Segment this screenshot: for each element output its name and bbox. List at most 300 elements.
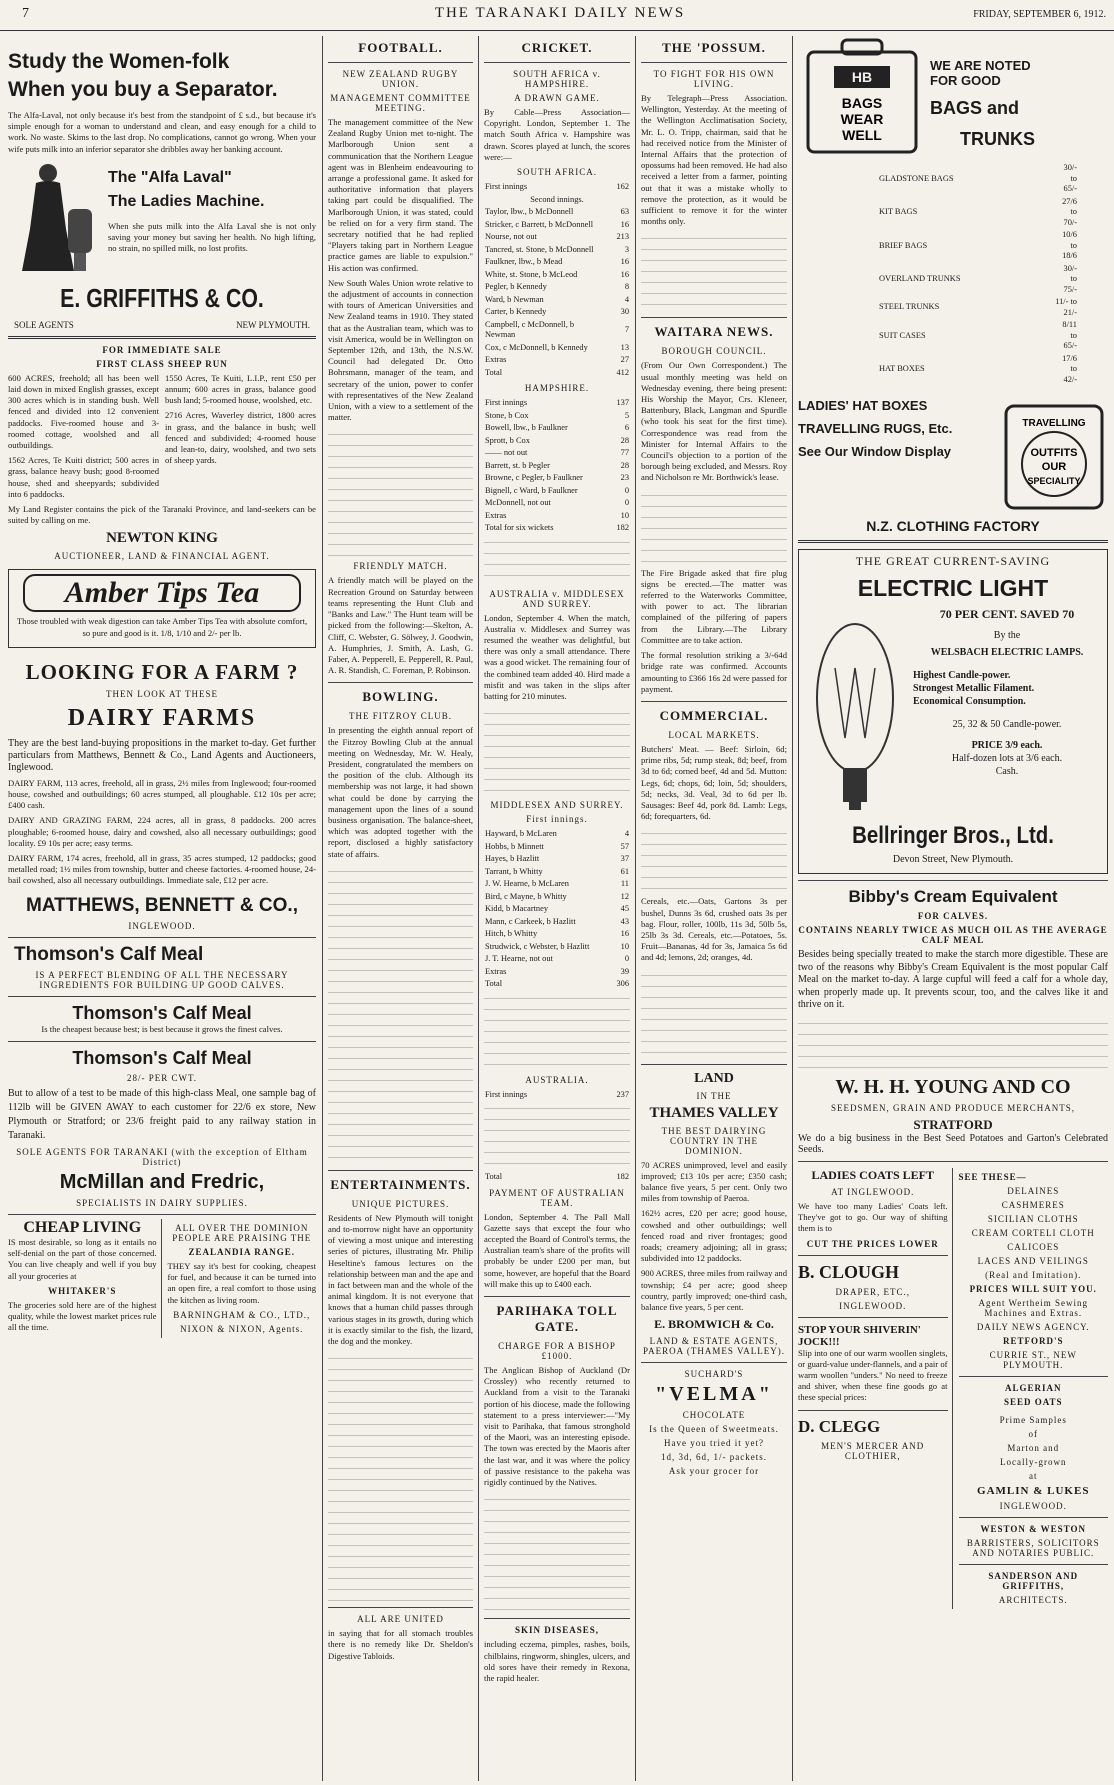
table-row	[484, 354, 630, 367]
bellringer-address: Devon Street, New Plymouth.	[892, 854, 1014, 865]
prices-suit: PRICES WILL SUIT YOU.	[969, 1283, 1097, 1294]
table-row	[484, 256, 630, 269]
separator-body: The Alfa-Laval, not only because it's best from the standpoint of £ s.d., but because it's simple enough for a woman to understand and clean, and easy enough for a child to work. No waste. Skims to the last drop. No complications, cannot go wrong. When your wife puts milk into an inferior separator she dribbles away her banking account.	[8, 110, 316, 154]
packet-prices: 1d, 3d, 6d, 1/- packets.	[661, 1452, 767, 1463]
bowling-article: In presenting the eighth annual report of the Fitzroy Bowling Club at the annual meeting on Wednesday, Mr. W. Healy, President, congratulated the members on the position of the club. Although its membership was not large, it had shown what could be done by carrying the management upon the lines of a sound business organisation. The balance-sheet, which was adopted together with the report, disclosed a highly satisfactory state of affairs.	[328, 725, 473, 859]
hb-text: BAGS	[841, 95, 883, 111]
sale-subheading: FIRST CLASS SHEEP RUN	[96, 358, 228, 369]
score-value: 30/- to 75/-	[1063, 263, 1077, 294]
table-row	[484, 410, 630, 423]
middlesex-surrey-label: MIDDLESEX AND SURREY.	[490, 800, 624, 811]
matthews-location: INGLEWOOD.	[128, 920, 196, 931]
score-value: 77	[620, 448, 629, 458]
table-row	[484, 916, 630, 929]
travelling-trunk-illustration	[998, 394, 1108, 512]
window-display-label: See Our Window Display	[798, 444, 952, 459]
australia-total	[484, 1171, 630, 1184]
column-rule	[322, 36, 323, 1781]
score-label: J. T. Hearne, not out	[485, 954, 553, 964]
new-plymouth-label: NEW PLYMOUTH.	[236, 319, 310, 330]
half-dozen-price: Half-dozen lots at 3/6 each.	[951, 753, 1063, 764]
thames-listing-900: 900 ACRES, three miles from railway and township; £4 per acre; good sheep country, partly improved; one-third cash, balance five years, 5 per cent.	[641, 1268, 787, 1312]
chocolate-label: CHOCOLATE	[682, 1410, 746, 1421]
cash-label: Cash.	[995, 766, 1019, 777]
wertheim-agent: Agent Wertheim Sewing Machines and Extras.	[978, 1297, 1089, 1318]
nzru-subheading: NEW ZEALAND RUGBY UNION.	[342, 69, 459, 89]
score-label: Hayward, b McLaren	[485, 829, 557, 839]
borough-subheading: BOROUGH COUNCIL.	[661, 346, 767, 357]
article-text-continuation	[641, 968, 787, 1058]
score-label: Strudwick, c Webster, b Hazlitt	[485, 941, 590, 951]
candle-power-options: 25, 32 & 50 Candle-power.	[952, 719, 1062, 730]
table-row	[484, 231, 630, 244]
score-label: SUIT CASES	[879, 330, 926, 340]
feature-filament: Strongest Metallic Filament.	[913, 683, 1035, 694]
score-label: Bowell, lbw., b Faulkner	[485, 423, 568, 433]
alfa-laval-body: When she puts milk into the Alfa Laval she is not only saving your money but saving her health. No high lifting, no strain, no spilled milk, no lost profits.	[108, 220, 316, 254]
score-label: First innings	[485, 182, 528, 192]
bishop-charge-subheading: CHARGE FOR A BISHOP £1000.	[498, 1341, 616, 1362]
score-label: Extras	[485, 966, 507, 976]
payment-article: London, September 4. The Pall Mall Gazette says that except the four who accepted the Board of Control's terms, the Australian team's share of the profits will probably be under £200 per man, but some, however, are hopeful that the Board will make this up to £400 each.	[484, 1211, 630, 1289]
article-text-continuation	[641, 826, 787, 896]
seed-oats-label: SEED OATS	[1003, 1396, 1063, 1407]
entertainments-article: Residents of New Plymouth will tonight and to-morrow night have an opportunity of viewing a most unique and interesting series of pictures, illustrating Mr. Philip Heseltine's famous lectures on the relationship between man and the ape and in fact between man and the whole of the animal kingdom. It is not everyone that knows that a human child passes through various stages in its growth, during which it is exactly similar to the fish, the lizard, the dog and the monkey.	[328, 1212, 473, 1346]
column-advertisements-right	[798, 36, 1108, 1781]
velma-title: "VELMA"	[655, 1383, 773, 1406]
trunk-text: SPECIALITY	[1027, 476, 1081, 486]
stop-shiverin-title: STOP YOUR SHIVERIN' JOCK!!!	[798, 1323, 921, 1348]
score-label: McDonnell, not out	[485, 498, 551, 508]
score-label: KIT BAGS	[879, 207, 918, 216]
table-row	[484, 460, 630, 473]
article-text-continuation	[328, 427, 473, 557]
column-cricket	[484, 36, 630, 1781]
column-local-news	[641, 36, 787, 1781]
score-value: 30/- to 65/-	[1063, 163, 1077, 193]
table-row	[484, 472, 630, 485]
table-row	[878, 353, 1078, 387]
table-row	[484, 853, 630, 866]
all-united-heading: ALL ARE UNITED	[357, 1614, 444, 1625]
score-label: Ward, b Newman	[485, 294, 544, 304]
see-these-label: SEE THESE—	[958, 1171, 1027, 1182]
clegg-name: D. CLEGG	[798, 1416, 881, 1436]
score-value: 0	[624, 498, 629, 508]
commercial-heading: COMMERCIAL.	[659, 707, 769, 723]
separator-headline-1: Study the Women-folk	[8, 50, 230, 73]
sale-listings	[8, 373, 316, 504]
table-row	[878, 319, 1078, 353]
score-value: 8/11 to 65/-	[1062, 320, 1077, 350]
newspaper-title: THE TARANAKI DAILY NEWS	[434, 5, 686, 21]
table-row	[484, 281, 630, 294]
amber-tips-body: Those troubled with weak digestion can take Amber Tips Tea with absolute comfort, so pure and good is it. 1/8, 1/10 and 2/- per lb.	[16, 616, 308, 638]
dairy-farm-listing-1: DAIRY FARM, 113 acres, freehold, all in grass, 2½ miles from Inglewood; four-roomed house, cowshed and outbuildings; 60 acres stumped, all ploughable. £12 10s per acre; £400 cash.	[8, 777, 316, 811]
table-row	[484, 397, 630, 410]
score-value: 237	[616, 1089, 629, 1099]
score-value: 30	[620, 307, 629, 317]
prime-samples: Prime Samples	[999, 1414, 1067, 1425]
table-row	[484, 510, 630, 523]
locally-grown-label: Locally-grown	[1000, 1456, 1067, 1467]
score-label: White, st. Stone, b McLeod	[485, 269, 578, 279]
clough-location: INGLEWOOD.	[839, 1300, 907, 1311]
lower-right-ads	[798, 1168, 1108, 1609]
separator-headline-2: When you buy a Separator.	[8, 78, 278, 101]
griffiths-name: E. GRIFFITHS & CO.	[60, 282, 264, 313]
waitara-article-1: (From Our Own Correspondent.) The usual monthly meeting was held on Wednesday evening, there being present: His Worship the Mayor, Crs. Kleneer, Battenbury, Black, Langman and Spurdle (who took his seat for the first time). Correspondence was read from the Minister for Internal Affairs to the Council's objection to a portion of the borough being excluded, and Messrs. Roy and Nicholson re Mr. Borthwick's lease.	[641, 360, 787, 483]
list-item: DELAINES	[1007, 1185, 1060, 1196]
article-text-continuation	[484, 1492, 630, 1612]
sale-heading: FOR IMMEDIATE SALE	[102, 344, 222, 355]
lamp-price: PRICE 3/9 each.	[971, 740, 1043, 751]
bags-price-list	[878, 162, 1078, 386]
score-label: Mann, c Carkeek, b Hazlitt	[485, 916, 576, 926]
young-body: We do a big business in the Best Seed Potatoes and Garton's Celebrated Seeds.	[798, 1132, 1108, 1155]
drapery-list	[959, 1186, 1109, 1280]
article-text-continuation	[484, 535, 630, 585]
whitakers-name: WHITAKER'S	[48, 1285, 117, 1296]
ask-grocer: Ask your grocer for	[668, 1466, 760, 1477]
table-row	[484, 206, 630, 219]
young-name: W. H. H. YOUNG AND CO	[835, 1075, 1071, 1098]
cut-prices: CUT THE PRICES LOWER	[806, 1238, 939, 1249]
australia-middlesex-intro: London, September 4. When the match, Australia v. Middlesex and Surrey was resumed the weather was delightful, but there was only a small attendance. There was a good wicket. The remaining four of the combined team added 40. Hird made a misfit and was taken in the slips after batting for 210 minutes.	[484, 612, 630, 701]
bromwich-name: E. BROMWICH & Co.	[654, 1317, 774, 1332]
hb-text: WEAR	[840, 111, 884, 127]
score-value: 213	[616, 232, 629, 242]
table-row	[484, 181, 630, 194]
thomson-headline-3: Thomson's Calf Meal	[72, 1047, 252, 1068]
table-row	[484, 319, 630, 342]
table-row	[484, 953, 630, 966]
page-number: 7	[22, 6, 29, 21]
newton-king-name: NEWTON KING	[106, 530, 218, 547]
score-label: Tarrant, b Whitty	[485, 866, 543, 876]
score-value: 11	[620, 879, 629, 889]
griffiths-footer	[14, 320, 310, 330]
article-text-continuation	[328, 1351, 473, 1601]
sa-hampshire-subheading: SOUTH AFRICA v. HAMPSHIRE.	[513, 69, 601, 89]
alfa-laval-ad	[8, 159, 316, 277]
score-label: Taylor, lbw., b McDonnell	[485, 207, 574, 217]
young-seedsmen: SEEDSMEN, GRAIN AND PRODUCE MERCHANTS,	[830, 1102, 1076, 1113]
middlesex-scorecard	[484, 828, 630, 991]
table-row	[484, 941, 630, 954]
sale-listing-1550: 1550 Acres, Te Kuiti, L.I.P., rent £50 per annum; 600 acres in grass, balance good bush land; 5-roomed house, woolshed, etc.	[165, 372, 316, 406]
hat-boxes-label: LADIES' HAT BOXES	[798, 398, 928, 413]
cricket-heading: CRICKET.	[521, 40, 593, 55]
score-label: HAT BOXES	[879, 364, 925, 373]
lower-right-ads-right	[959, 1168, 1109, 1609]
bags-trunks-ad	[798, 36, 1108, 156]
trunk-text: OUR	[1041, 461, 1067, 473]
score-value: 23	[620, 473, 629, 483]
sale-listing-1562: 1562 Acres, Te Kuiti district; 500 acres in grass, balance heavy bush; good 8-roomed house, shed and sheepyards; subdivided into 6 paddocks.	[8, 455, 159, 499]
table-row	[484, 522, 630, 535]
light-bulb-illustration	[805, 608, 905, 818]
table-row	[484, 866, 630, 879]
tried-line: Have you tried it yet?	[664, 1438, 764, 1449]
local-markets-subheading: LOCAL MARKETS.	[668, 729, 760, 740]
score-value: 182	[616, 523, 629, 533]
bromwich-subtitle: LAND & ESTATE AGENTS, PAEROA (THAMES VALLEY).	[642, 1336, 786, 1357]
thames-land-label: LAND	[694, 1070, 734, 1086]
current-saving-line: THE GREAT CURRENT-SAVING	[855, 554, 1051, 568]
score-value: 11/- to 21/-	[1055, 297, 1077, 317]
bellringer-name: Bellringer Bros., Ltd.	[852, 822, 1054, 849]
list-item: LACES AND VEILINGS	[977, 1255, 1089, 1266]
management-subheading: MANAGEMENT COMMITTEE MEETING.	[330, 93, 471, 113]
article-text-continuation	[484, 1101, 630, 1171]
parihaka-heading: PARIHAKA TOLL GATE.	[496, 1303, 618, 1335]
algerian-label: ALGERIAN	[1004, 1382, 1062, 1393]
friendly-match-subheading: FRIENDLY MATCH.	[353, 561, 448, 572]
thomson-headline-2: Thomson's Calf Meal	[72, 1002, 252, 1023]
score-value: 37	[620, 854, 629, 864]
alfa-laval-subtitle: The Ladies Machine.	[108, 192, 265, 210]
svg-text:HB: HB	[851, 69, 873, 85]
column-rule	[635, 36, 636, 1781]
table-row	[484, 841, 630, 854]
table-row	[878, 162, 1078, 196]
thames-valley-title: THAMES VALLEY	[649, 1104, 779, 1121]
thames-listing-162: 162½ acres, £20 per acre; good house, cowshed and other outbuildings; well fenced road and river frontages; good roads; creamery adjoining; all in grass; subdivided into 12 paddocks.	[641, 1208, 787, 1264]
table-row	[484, 306, 630, 319]
ladies-coats-body: We have too many Ladies' Coats left. They've got to go. Our way of shifting them is to	[798, 1200, 948, 1234]
score-label: Extras	[485, 355, 507, 365]
table-row	[484, 367, 630, 380]
table-row	[484, 244, 630, 257]
weston-subtitle: BARRISTERS, SOLICITORS AND NOTARIES PUBLIC.	[966, 1537, 1100, 1558]
list-item: CALICOES	[1007, 1241, 1060, 1252]
article-text-continuation	[328, 864, 473, 1164]
feature-consumption: Economical Consumption.	[913, 696, 1026, 707]
score-value: 3	[624, 244, 629, 254]
list-item: (Real and Imitation).	[985, 1269, 1082, 1280]
article-text-continuation	[484, 991, 630, 1071]
list-item: SICILIAN CLOTHS	[987, 1213, 1079, 1224]
electric-light-ad	[798, 549, 1108, 874]
score-value: 0	[624, 954, 629, 964]
suitcase-illustration	[798, 36, 924, 156]
middlesex-first-innings: First innings.	[526, 814, 588, 825]
score-label: Tancred, st. Stone, b McDonnell	[485, 244, 594, 254]
bibby-contains: CONTAINS NEARLY TWICE AS MUCH OIL AS THE AVERAGE CALF MEAL	[798, 925, 1108, 945]
table-row	[484, 194, 630, 207]
score-value: 28	[620, 460, 629, 470]
waitara-article-2: The Fire Brigade asked that fire plug signs be erected.—The matter was referred to the Waterworks Committee, with power to act. The librarian complained of the pilfering of papers from the Library.—The Library Committee are to take action.	[641, 567, 787, 645]
woman-with-separator-illustration	[8, 159, 100, 277]
score-value: 61	[620, 866, 629, 876]
hb-text: WELL	[842, 127, 882, 143]
thomson-offer: But to allow of a test to be made of this high-class Meal, one sample bag of 112lb will be GIVEN AWAY to each customer for 22/6 ex store, New Plymouth or Stratford; or 23/6 freight paid to any railway station in Taranaki.	[8, 1087, 316, 1141]
clough-draper: DRAPER, ETC.,	[835, 1286, 910, 1297]
bibby-title: Bibby's Cream Equivalent	[848, 887, 1058, 906]
table-row	[484, 1089, 630, 1102]
score-value: 10/6 to 18/6	[1062, 230, 1077, 260]
score-label: Stone, b Cox	[485, 410, 529, 420]
hat-boxes-ad	[798, 394, 1108, 512]
score-label: Barrett, st. b Pegler	[485, 460, 550, 470]
dairy-farms-body: They are the best land-buying propositions in the market to-day. Get further particulars from Matthews, Bennett & Co., Land Agents and Auctioneers, Inglewood.	[8, 737, 316, 773]
score-value: 45	[620, 904, 629, 914]
cricket-intro: By Cable—Press Association—Copyright. London, September 1. The match South Africa v. Hampshire was drawn. Scores played at lunch, the scores were:—	[484, 107, 630, 162]
score-value: 6	[624, 423, 629, 433]
article-text-continuation	[798, 1016, 1108, 1076]
markets-cereals: Cereals, etc.—Oats, Gartons 3s per bushel, Dunns 3s 6d, crushed oats 3s per bag. Flour, roller, 100lb, 11s 3d, 50lb 5s, 25lb 3s 3d. Cereals, etc.—Potatoes, 5s. Fruit—Bananas, 4d for 3s, Jamaica 5s 6d and 4d; lemons, 2d; oranges, 4d.	[641, 896, 787, 963]
score-value: 5	[624, 410, 629, 420]
cheap-living-ad	[8, 1219, 162, 1338]
score-label: Nourse, not out	[485, 232, 537, 242]
zealandia-body: THEY say it's best for cooking, cheapest for fuel, and because it can be turned into an open fire, a real comfort to those using the kitchen as living room.	[167, 1260, 316, 1305]
score-label: Total	[485, 367, 503, 377]
score-label: First innings	[485, 398, 528, 408]
queen-line: Is the Queen of Sweetmeats.	[649, 1424, 779, 1435]
score-value: 137	[616, 398, 629, 408]
trunks-label: TRUNKS	[960, 129, 1035, 149]
farm-subheading: THEN LOOK AT THESE	[106, 688, 218, 699]
score-label: J. W. Hearne, b McLaren	[485, 879, 569, 889]
score-label: Carter, b Kennedy	[485, 307, 547, 317]
amber-tips-logo: Amber Tips Tea	[23, 574, 301, 612]
hampshire-label: HAMPSHIRE.	[524, 383, 590, 394]
score-label: Cox, c McDonnell, b Kennedy	[485, 342, 588, 352]
friendly-match-article: A friendly match will be played on the Recreation Ground on Saturday between teams representing the Hunt Club and "Banks and Law." The Hunt team will be picked from the following:—Skelton, A. Cliff, C. Webster, G. Sölwey, J. Goodwin, A. Humphries, J. Smith, A. Lash, G. Faber, A. Pepperell, E. Pepperell, R. Paul, A. R. Standish, C. Foreman, P. Robinson.	[328, 575, 473, 676]
noted-line-1: WE ARE NOTED	[930, 58, 1031, 73]
table-row	[484, 269, 630, 282]
bowling-heading: BOWLING.	[362, 689, 439, 705]
nixon-agents: NIXON & NIXON, Agents.	[180, 1323, 304, 1334]
score-value: 17/6 to 42/-	[1062, 353, 1077, 384]
parihaka-article: The Anglican Bishop of Auckland (Dr Crossley) who recently returned to Auckland from a visit to the Taranaki portion of his diocese, made the following statement to a press interviewer:—"My visit to Parihaka, that famous stronghold of the Maori, was an interesting episode. The town was erected by the Maoris after the last war, and it was where the policy of passive resistance to the pakeha was rigidly continued by the Natives.	[484, 1365, 630, 1488]
thames-best-dairying: THE BEST DAIRYING COUNTRY IN THE DOMINION.	[661, 1125, 767, 1156]
thames-listing-70: 70 ACRES unimproved, level and easily improved; £13 10s per acre; £350 cash; balance five years, 5 per cent. Only two miles from township of Paeroa.	[641, 1159, 787, 1204]
score-label: Kidd, b Macartney	[485, 904, 549, 914]
table-row	[878, 196, 1078, 230]
waitara-heading: WAITARA NEWS.	[654, 324, 774, 340]
mcmillan-name: McMillan and Fredric,	[59, 1170, 265, 1193]
cheap-living-body-2: The groceries sold here are of the highest quality, while the lowest market prices rule all the time.	[8, 1299, 157, 1333]
list-item: CREAM CORTELI CLOTH	[971, 1227, 1095, 1238]
score-label: GLADSTONE BAGS	[879, 173, 954, 183]
welsbach-lamps: WELSBACH ELECTRIC LAMPS.	[930, 647, 1084, 658]
australia-label: AUSTRALIA.	[525, 1074, 589, 1085]
score-label: Bird, c Mayne, b Whitty	[485, 891, 567, 901]
column-rule	[792, 36, 793, 1781]
nz-clothing-factory: N.Z. CLOTHING FACTORY	[866, 518, 1040, 534]
score-label: BRIEF BAGS	[879, 240, 928, 250]
gamlin-location: INGLEWOOD.	[999, 1500, 1067, 1511]
score-value: 7	[624, 324, 629, 334]
score-value: 13	[620, 342, 629, 352]
score-value: 16	[620, 269, 629, 279]
by-the-line: By the	[993, 630, 1021, 641]
thomson-subtitle-2: Is the cheapest because best; is best because it grows the finest calves.	[41, 1023, 283, 1034]
table-row	[484, 294, 630, 307]
table-row	[484, 928, 630, 941]
football-heading: FOOTBALL.	[358, 40, 443, 55]
retford-address: CURRIE ST., NEW PLYMOUTH.	[989, 1349, 1077, 1370]
table-row	[484, 1171, 630, 1184]
score-value: 10	[620, 941, 629, 951]
score-value: 306	[616, 979, 629, 989]
matthews-bennett-name: MATTHEWS, BENNETT & CO.,	[26, 894, 298, 916]
entertainments-heading: ENTERTAINMENTS.	[330, 1176, 471, 1192]
score-label: Hitch, b Whitty	[485, 929, 538, 939]
table-row	[484, 435, 630, 448]
score-label: Stricker, c Barrett, b McDonnell	[485, 219, 594, 229]
lower-right-ads-left	[798, 1168, 953, 1609]
score-value: 27	[620, 355, 629, 365]
article-text-continuation	[641, 488, 787, 568]
alfa-laval-title: The "Alfa Laval"	[108, 168, 232, 186]
score-value: 57	[620, 841, 629, 851]
of-label: of	[1028, 1428, 1038, 1439]
trunk-text: TRAVELLING	[1022, 418, 1086, 429]
article-text-continuation	[641, 231, 787, 311]
table-row	[484, 978, 630, 991]
cheap-living-title: CHEAP LIVING	[23, 1218, 142, 1236]
masthead	[0, 0, 1114, 31]
travelling-rugs-label: TRAVELLING RUGS, Etc.	[798, 421, 953, 436]
score-value: 4	[624, 829, 629, 839]
score-value: 43	[620, 916, 629, 926]
score-value: 162	[616, 182, 629, 192]
barningham-name: BARNINGHAM & CO., LTD.,	[173, 1309, 311, 1320]
bibby-body: Besides being specially treated to make the starch more digestible. These are two of the reasons why Bibby's Cream Equivalent is the most popular Calf Meal on the market to-day. A large cupful will feed a calf for a whole day, when properly made up. It prevents scour, too, and the calves like it and thrive on it.	[798, 949, 1108, 1010]
table-row	[484, 447, 630, 460]
football-article-2: New South Wales Union wrote relative to the adjustment of accounts in connection with tours of American Universities and New Zealand teams in 1910. They stated that as the Australian team, which was to visit America, would be in Wellington on September 12th, and 13th, the N.S.W. Council had delegated Dr. Otto Bohrsmann, manager of the team, and secretary of the union, power to confer with representatives of the New Zealand Union, with a view to a settlement of the matter.	[328, 277, 473, 423]
stop-shiverin-body: Slip into one of our warm woollen singlets, or guard-value under-flannels, and a pair of warm woollen "unders." No need to freeze and shiver, when these fine goods go at these special prices:	[798, 1347, 948, 1403]
electric-light-title: ELECTRIC LIGHT	[857, 575, 1049, 601]
feature-candle-power: Highest Candle-power.	[913, 670, 1011, 681]
taranaki-sole-agents: SOLE AGENTS FOR TARANAKI (with the exception of Eltham District)	[16, 1146, 308, 1167]
score-label: Pegler, b Kennedy	[485, 282, 547, 292]
dairy-farm-listing-3: DAIRY FARM, 174 acres, freehold, all in grass, 35 acres stumped, 12 paddocks; good metalled road; 1½ miles from township, butter and cheese factories. 4-roomed house, 24-bail cowshed, also all necessary outbuildings. Immediate sale, £12 per acre.	[8, 853, 316, 886]
sale-listing-600: 600 ACRES, freehold; all has been well laid down in mixed English grasses, except 300 acres which is in standing bush. Well fenced and divided into 12 convenient paddocks. Five-roomed house and 3-roomed cottage, woolshed and all outbuildings.	[8, 372, 159, 451]
score-value: 412	[616, 367, 629, 377]
score-value: 27/6 to 70/-	[1062, 196, 1077, 227]
cheap-living-body: IS most desirable, so long as it entails no self-denial on the part of those concerned. You can live cheaply and well if you buy all your groceries at	[8, 1236, 157, 1281]
score-value: 0	[624, 485, 629, 495]
farm-headline: LOOKING FOR A FARM ?	[25, 659, 299, 684]
ladies-coats-location: AT INGLEWOOD.	[831, 1186, 915, 1197]
football-article-1: The management committee of the New Zealand Rugby Union met to-night. The Marlborough Union sent a communication that the Northern League agent was in Blenheim endeavouring to arrange a professional game. It asked for authoritative information that players taking part could be disqualified. The Marlborough Union, it was stated, could be relied on for a very firm stand. The secretary notified that he had replied "Players taking part in Northern League practice games are liable to expulsion." His action was confirmed.	[328, 117, 473, 273]
thomson-price: 28/- PER CWT.	[126, 1072, 198, 1083]
possum-article: By Telegraph—Press Association. Wellington, Yesterday. At the meeting of the Wellington Acclimatisation Society, Mr. L. O. Tripp, chairman, said that he had received notice from the Minister of Internal Affairs that the protection of opossums had been removed. He had also received a letter from a farmer, pointing out that it was a mistake wholly to remove the protection, as it would be sufficient to remove it for the winter months only.	[641, 93, 787, 227]
zealandia-range-ad	[168, 1219, 317, 1338]
score-label: First innings	[485, 1089, 528, 1099]
clegg-subtitle: MEN'S MERCER AND CLOTHIER,	[821, 1440, 925, 1461]
gamlin-lukes-name: GAMLIN & LUKES	[977, 1484, 1090, 1497]
skin-diseases-heading: SKIN DISEASES,	[514, 1625, 600, 1636]
thomson-headline-1: Thomson's Calf Meal	[14, 943, 204, 965]
score-label: Total	[485, 1172, 503, 1182]
column-rule	[478, 36, 479, 1781]
zealandia-range-title: ZEALANDIA RANGE.	[188, 1246, 295, 1257]
waitara-article-3: The formal resolution striking a 3/-64d bridge rate was confirmed. Accounts amounting to £366 16s 2d were passed for payment.	[641, 650, 787, 694]
score-value: 28	[620, 435, 629, 445]
drawn-game-subheading: A DRAWN GAME.	[514, 93, 600, 103]
bottom-ads-row	[8, 1214, 316, 1338]
score-value: 16	[620, 929, 629, 939]
architects-label: ARCHITECTS.	[998, 1594, 1068, 1605]
score-label: Faulkner, lbw., b Mead	[485, 257, 563, 267]
score-label: Total	[485, 979, 503, 989]
noted-line-2: FOR GOOD	[930, 73, 1001, 88]
